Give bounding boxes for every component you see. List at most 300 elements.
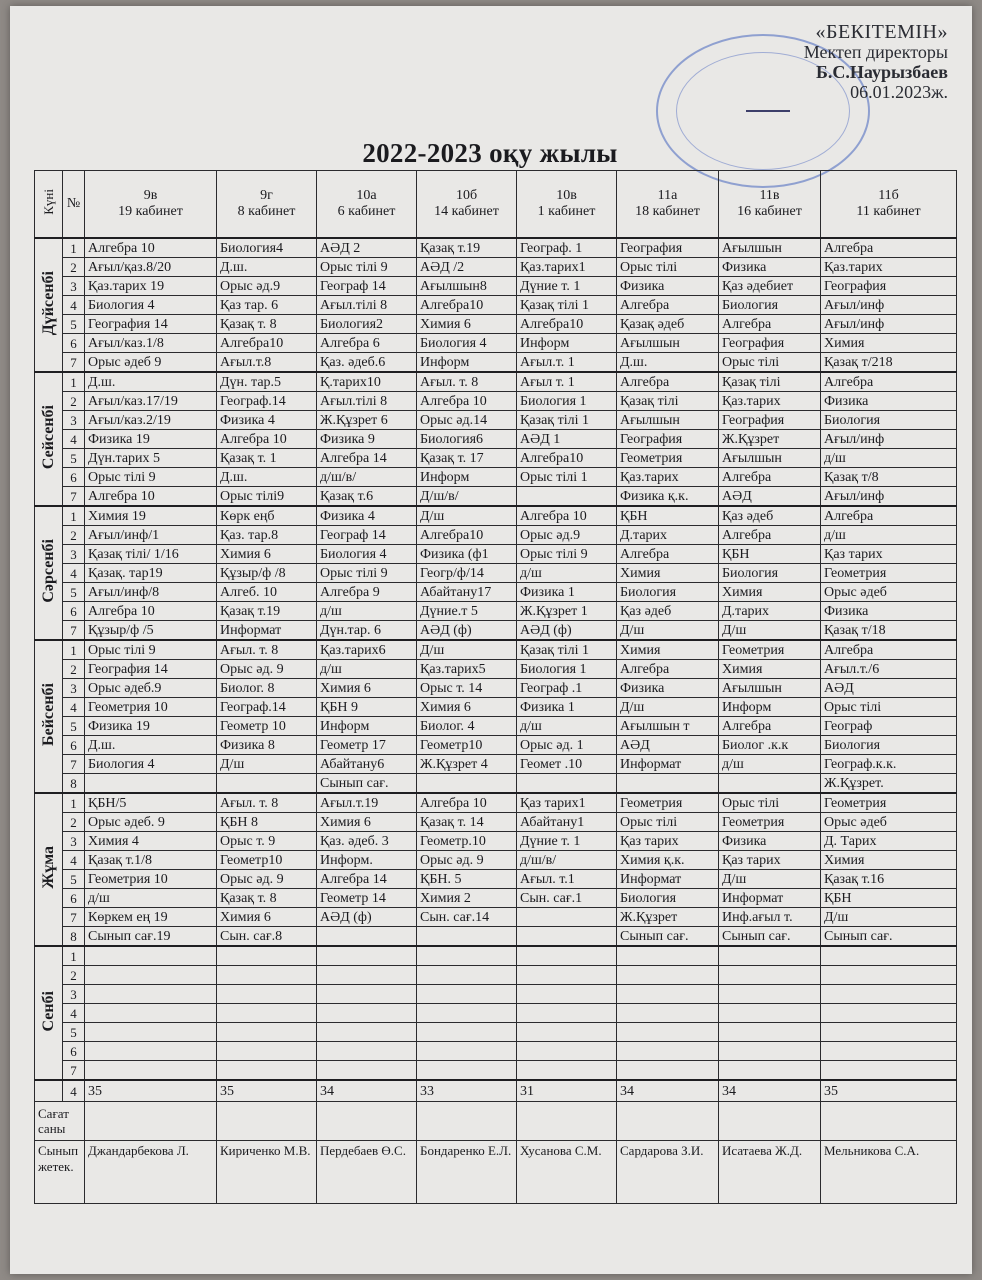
lesson-cell	[617, 985, 719, 1004]
lesson-cell	[85, 1042, 217, 1061]
lesson-cell	[217, 774, 317, 794]
lesson-cell: Алгебра 6	[317, 334, 417, 353]
lesson-cell	[317, 966, 417, 985]
lesson-cell: Биология	[821, 736, 957, 755]
lesson-cell: Биология	[617, 889, 719, 908]
total-hours: 35	[85, 1080, 217, 1102]
lesson-cell: Ағыл/инф	[821, 315, 957, 334]
lesson-cell: Орыс әдеб.9	[85, 679, 217, 698]
lesson-cell: ҚБН/5	[85, 793, 217, 813]
class-room: 6 кабинет	[337, 204, 396, 219]
class-room: 16 кабинет	[737, 204, 802, 219]
lesson-row	[35, 392, 957, 411]
lesson-cell: География 14	[85, 660, 217, 679]
lesson-cell: География	[719, 334, 821, 353]
lesson-cell: Дүние.т 5	[417, 602, 517, 621]
lesson-row	[35, 813, 957, 832]
lesson-cell: Географ. 1	[517, 238, 617, 258]
lesson-number: 4	[63, 698, 85, 717]
lesson-cell	[317, 1061, 417, 1081]
class-teacher-name: Хусанова С.М.	[517, 1141, 617, 1204]
lesson-cell: Химия	[617, 564, 719, 583]
lesson-cell: Қаз тарих	[719, 851, 821, 870]
lesson-cell: Ж.Құзрет 4	[417, 755, 517, 774]
lesson-cell: Алгебра 10	[85, 487, 217, 507]
lesson-number: 8	[63, 927, 85, 947]
lesson-cell: Дүн.тарих 5	[85, 449, 217, 468]
lesson-cell: Геометрия 10	[85, 870, 217, 889]
lesson-cell: Алгебра 14	[317, 449, 417, 468]
hours-count-cell	[517, 1102, 617, 1141]
lesson-cell: Қазақ тілі 1	[517, 640, 617, 660]
lesson-cell: Қазақ тілі 1	[517, 411, 617, 430]
lesson-cell: Ағыл т. 1	[517, 372, 617, 392]
lesson-cell: Геометрия	[719, 813, 821, 832]
lesson-row	[35, 526, 957, 545]
lesson-cell	[517, 985, 617, 1004]
totals-blank	[35, 1080, 63, 1102]
timetable-body	[35, 238, 957, 1204]
hours-count-cell	[217, 1102, 317, 1141]
lesson-cell	[517, 946, 617, 966]
lesson-cell: Геометр 17	[317, 736, 417, 755]
class-teacher-label: Сынып жетек.	[35, 1141, 85, 1204]
lesson-cell	[719, 966, 821, 985]
lesson-cell	[821, 1061, 957, 1081]
lesson-cell: Қазақ т/18	[821, 621, 957, 641]
lesson-cell	[617, 966, 719, 985]
lesson-cell: Сынып сағ.	[821, 927, 957, 947]
lesson-cell: Д/ш	[821, 908, 957, 927]
lesson-cell: Физика	[719, 832, 821, 851]
lesson-row	[35, 889, 957, 908]
lesson-row	[35, 277, 957, 296]
header-class-0	[85, 171, 217, 239]
lesson-cell: Информ	[517, 334, 617, 353]
lesson-cell	[617, 1061, 719, 1081]
lesson-row	[35, 698, 957, 717]
lesson-cell: Орыс тілі	[719, 793, 821, 813]
lesson-cell: Ағыл/инф/1	[85, 526, 217, 545]
lesson-cell: Алгебра	[719, 526, 821, 545]
lesson-cell: Д/ш	[719, 621, 821, 641]
day-label: Сенбі	[35, 946, 63, 1080]
lesson-cell: Қаз әдебиет	[719, 277, 821, 296]
lesson-cell: Орыс тілі 9	[85, 640, 217, 660]
lesson-cell	[417, 774, 517, 794]
lesson-cell: Ағыл/каз.2/19	[85, 411, 217, 430]
lesson-row	[35, 870, 957, 889]
lesson-row	[35, 334, 957, 353]
lesson-cell: Д.тарих	[719, 602, 821, 621]
lesson-cell: Химия 6	[217, 908, 317, 927]
lesson-cell: Геогр/ф/14	[417, 564, 517, 583]
lesson-cell: Қаз әдеб	[719, 506, 821, 526]
lesson-cell	[417, 966, 517, 985]
header-class-2	[317, 171, 417, 239]
lesson-number: 3	[63, 985, 85, 1004]
lesson-row	[35, 258, 957, 277]
lesson-number: 2	[63, 660, 85, 679]
hours-count-cell	[719, 1102, 821, 1141]
lesson-cell	[317, 1042, 417, 1061]
lesson-number: 6	[63, 468, 85, 487]
lesson-cell	[821, 966, 957, 985]
lesson-cell: Алгебра10	[417, 526, 517, 545]
lesson-cell: Информ	[719, 698, 821, 717]
class-teacher-name: Сардарова З.И.	[617, 1141, 719, 1204]
lesson-cell: Географ.к.к.	[821, 755, 957, 774]
lesson-cell	[417, 1042, 517, 1061]
lesson-cell: д/ш	[85, 889, 217, 908]
lesson-number: 4	[63, 430, 85, 449]
lesson-cell	[719, 1023, 821, 1042]
lesson-cell: Орыс әд.9	[517, 526, 617, 545]
lesson-row	[35, 1023, 957, 1042]
lesson-cell: ҚБН	[821, 889, 957, 908]
lesson-cell: д/ш	[517, 717, 617, 736]
lesson-cell: Физика	[617, 277, 719, 296]
lesson-cell: Географ 14	[317, 526, 417, 545]
lesson-cell: Қазақ тілі	[719, 372, 821, 392]
lesson-cell: Қазақ тілі 1	[517, 296, 617, 315]
lesson-number: 6	[63, 736, 85, 755]
day-label: Жұма	[35, 793, 63, 946]
lesson-cell: Физика (ф1	[417, 545, 517, 564]
lesson-cell	[517, 908, 617, 927]
lesson-cell: АӘД	[617, 736, 719, 755]
lesson-cell: Физика қ.к.	[617, 487, 719, 507]
lesson-row	[35, 296, 957, 315]
lesson-number: 2	[63, 526, 85, 545]
lesson-cell: Физика 8	[217, 736, 317, 755]
lesson-cell: Орыс тілі	[617, 813, 719, 832]
lesson-cell: АӘД /2	[417, 258, 517, 277]
lesson-cell	[417, 927, 517, 947]
lesson-cell	[417, 946, 517, 966]
lesson-cell: Д/ш	[417, 640, 517, 660]
total-hours: 34	[317, 1080, 417, 1102]
lesson-number: 2	[63, 258, 85, 277]
lesson-row	[35, 755, 957, 774]
lesson-number: 7	[63, 1061, 85, 1081]
lesson-cell: Алгебра 10	[217, 430, 317, 449]
lesson-number: 5	[63, 717, 85, 736]
hours-count-cell	[417, 1102, 517, 1141]
lesson-cell: Геометр10	[417, 736, 517, 755]
timetable	[34, 170, 957, 1204]
lesson-cell: ҚБН 8	[217, 813, 317, 832]
lesson-cell: АӘД (ф)	[417, 621, 517, 641]
lesson-row	[35, 1004, 957, 1023]
lesson-row	[35, 736, 957, 755]
lesson-cell: Биолог. 8	[217, 679, 317, 698]
total-hours: 31	[517, 1080, 617, 1102]
hours-count-cell	[617, 1102, 719, 1141]
lesson-cell: Алгебра 10	[85, 602, 217, 621]
hours-count-cell	[821, 1102, 957, 1141]
lesson-cell: География	[617, 430, 719, 449]
class-teacher-name: Пердебаев Ө.С.	[317, 1141, 417, 1204]
lesson-cell	[217, 1042, 317, 1061]
lesson-cell: Физика 19	[85, 717, 217, 736]
lesson-cell: Информ.	[317, 851, 417, 870]
total-hours: 33	[417, 1080, 517, 1102]
total-hours: 34	[719, 1080, 821, 1102]
lesson-cell: Ағылшын т	[617, 717, 719, 736]
lesson-row	[35, 353, 957, 373]
lesson-cell	[517, 774, 617, 794]
lesson-cell: Биология 1	[517, 660, 617, 679]
lesson-cell: Құзыр/ф /5	[85, 621, 217, 641]
lesson-cell: Алгебра10	[217, 334, 317, 353]
lesson-cell: Д/ш	[719, 870, 821, 889]
lesson-cell: Д/ш	[617, 698, 719, 717]
day-label: Дүйсенбі	[35, 238, 63, 372]
lesson-cell	[719, 1061, 821, 1081]
lesson-cell: Ж.Құзрет 6	[317, 411, 417, 430]
lesson-cell: Орыс тілі 9	[317, 564, 417, 583]
day-label: Сәрсенбі	[35, 506, 63, 640]
lesson-cell: Қаз тар. 6	[217, 296, 317, 315]
lesson-number: 2	[63, 966, 85, 985]
lesson-cell: Орыс әдеб	[821, 813, 957, 832]
lesson-cell	[417, 1004, 517, 1023]
lesson-cell: Геометрия	[821, 564, 957, 583]
lesson-row	[35, 411, 957, 430]
lesson-cell	[85, 774, 217, 794]
lesson-cell: Химия 6	[317, 679, 417, 698]
lesson-cell: Ж.Құзрет 1	[517, 602, 617, 621]
lesson-cell	[617, 774, 719, 794]
lesson-number: 8	[63, 774, 85, 794]
lesson-cell	[85, 1004, 217, 1023]
lesson-cell: Қазақ т. 17	[417, 449, 517, 468]
lesson-cell: География	[617, 238, 719, 258]
lesson-cell	[617, 1023, 719, 1042]
lesson-cell	[821, 1004, 957, 1023]
lesson-cell: Химия 6	[317, 813, 417, 832]
lesson-cell: Химия	[821, 851, 957, 870]
lesson-cell	[317, 985, 417, 1004]
page-title: 2022-2023 оқу жылы	[362, 138, 618, 168]
lesson-row	[35, 640, 957, 660]
class-name: 9г	[260, 188, 273, 203]
lesson-cell	[317, 1023, 417, 1042]
lesson-cell: Қаз.тарих1	[517, 258, 617, 277]
lesson-cell	[317, 927, 417, 947]
lesson-row	[35, 793, 957, 813]
class-name: 10в	[556, 188, 577, 203]
lesson-cell: Геометрия 10	[85, 698, 217, 717]
header-class-4	[517, 171, 617, 239]
lesson-cell: Қаз. әдеб. 3	[317, 832, 417, 851]
lesson-cell	[317, 946, 417, 966]
class-teacher-name: Мельникова С.А.	[821, 1141, 957, 1204]
lesson-number: 3	[63, 679, 85, 698]
lesson-cell: Биология	[617, 583, 719, 602]
lesson-row	[35, 449, 957, 468]
lesson-cell: Қазақ т. 8	[217, 315, 317, 334]
lesson-cell: Алгебра	[617, 660, 719, 679]
lesson-cell: Ағыл/инф	[821, 296, 957, 315]
lesson-row	[35, 985, 957, 1004]
lesson-number: 4	[63, 296, 85, 315]
lesson-cell: Д/ш	[417, 506, 517, 526]
lesson-row	[35, 430, 957, 449]
lesson-cell: Ағыл.т.19	[317, 793, 417, 813]
lesson-cell: Ағыл/инф	[821, 430, 957, 449]
lesson-cell	[85, 1023, 217, 1042]
class-teachers-row	[35, 1141, 957, 1204]
lesson-cell: Информат	[617, 755, 719, 774]
lesson-cell: Д. Тарих	[821, 832, 957, 851]
header-day: Күні	[35, 171, 63, 239]
lesson-number: 3	[63, 545, 85, 564]
lesson-cell: д/ш/в/	[517, 851, 617, 870]
lesson-cell: Қазақ т.16	[821, 870, 957, 889]
header-class-6	[719, 171, 821, 239]
lesson-cell: д/ш	[719, 755, 821, 774]
lesson-row	[35, 506, 957, 526]
lesson-cell: Орыс тілі	[617, 258, 719, 277]
lesson-number: 5	[63, 870, 85, 889]
lesson-number: 7	[63, 353, 85, 373]
lesson-cell: Орыс тілі 9	[85, 468, 217, 487]
lesson-cell: Орыс әдеб 9	[85, 353, 217, 373]
lesson-cell: Қаз тарих1	[517, 793, 617, 813]
lesson-row	[35, 468, 957, 487]
lesson-cell: Дүние т. 1	[517, 277, 617, 296]
lesson-row	[35, 602, 957, 621]
lesson-cell: ҚБН	[719, 545, 821, 564]
lesson-row	[35, 660, 957, 679]
lesson-cell: Қазақ т. 1	[217, 449, 317, 468]
lesson-cell: Ағылшын	[617, 411, 719, 430]
lesson-cell: Алгебра10	[517, 449, 617, 468]
lesson-cell: Физика 4	[317, 506, 417, 526]
header-class-5	[617, 171, 719, 239]
lesson-cell: Биология6	[417, 430, 517, 449]
lesson-number: 2	[63, 392, 85, 411]
lesson-cell: Физика 9	[317, 430, 417, 449]
lesson-number: 4	[63, 1004, 85, 1023]
lesson-cell: Химия 6	[417, 315, 517, 334]
lesson-number: 5	[63, 583, 85, 602]
lesson-cell: Ағыл/каз.1/8	[85, 334, 217, 353]
lesson-cell: Геометр.10	[417, 832, 517, 851]
lesson-row	[35, 832, 957, 851]
lesson-cell: Географ .1	[517, 679, 617, 698]
lesson-cell	[821, 1042, 957, 1061]
lesson-number: 1	[63, 372, 85, 392]
header-class-1	[217, 171, 317, 239]
lesson-cell	[719, 1004, 821, 1023]
lesson-cell: Орыс тілі9	[217, 487, 317, 507]
lesson-number: 4	[63, 564, 85, 583]
lesson-cell: АӘД 2	[317, 238, 417, 258]
lesson-cell	[719, 985, 821, 1004]
day-label: Бейсенбі	[35, 640, 63, 793]
lesson-cell: Д.ш.	[85, 736, 217, 755]
lesson-cell: д/ш	[821, 449, 957, 468]
lesson-cell: Алгебра 14	[317, 870, 417, 889]
lesson-cell: Ағыл/инф	[821, 487, 957, 507]
lesson-cell: Биолог .к.к	[719, 736, 821, 755]
total-hours: 4	[63, 1080, 85, 1102]
class-name: 10б	[455, 188, 478, 203]
lesson-cell: Физика 19	[85, 430, 217, 449]
lesson-cell: Химия 6	[217, 545, 317, 564]
total-hours: 34	[617, 1080, 719, 1102]
lesson-cell: Қаз.тарих	[719, 392, 821, 411]
header-num: №	[63, 171, 85, 239]
lesson-cell: Химия 4	[85, 832, 217, 851]
lesson-cell: Алгебра 10	[85, 238, 217, 258]
lesson-cell: Қаз тарих	[821, 545, 957, 564]
lesson-cell: Алгебра	[821, 640, 957, 660]
lesson-cell: География	[719, 411, 821, 430]
lesson-cell: Орыс т. 9	[217, 832, 317, 851]
lesson-cell: Орыс әдеб	[821, 583, 957, 602]
lesson-cell: Д.ш.	[85, 372, 217, 392]
class-room: 8 кабинет	[237, 204, 296, 219]
lesson-cell: Информ	[417, 353, 517, 373]
lesson-cell: Ағыл.тілі 8	[317, 392, 417, 411]
approval-head: «БЕКІТЕМІН»	[815, 21, 948, 43]
lesson-row	[35, 564, 957, 583]
lesson-cell: Ж.Құзрет.	[821, 774, 957, 794]
lesson-number: 1	[63, 238, 85, 258]
lesson-number: 3	[63, 411, 85, 430]
lesson-cell: Алгебра	[821, 238, 957, 258]
lesson-cell: АӘД (ф)	[317, 908, 417, 927]
lesson-number: 5	[63, 315, 85, 334]
lesson-cell: Қазақ тілі/ 1/16	[85, 545, 217, 564]
lesson-number: 1	[63, 946, 85, 966]
lesson-cell: Биология2	[317, 315, 417, 334]
lesson-cell: Алгебра10	[517, 315, 617, 334]
lesson-cell: ҚБН	[617, 506, 719, 526]
lesson-cell: География	[821, 277, 957, 296]
lesson-number: 7	[63, 908, 85, 927]
lesson-cell: Биология 4	[85, 296, 217, 315]
lesson-cell: Орыс әд. 1	[517, 736, 617, 755]
lesson-cell	[417, 1023, 517, 1042]
lesson-row	[35, 487, 957, 507]
class-teacher-name: Джандарбекова Л.	[85, 1141, 217, 1204]
lesson-cell: Алгебра	[617, 372, 719, 392]
lesson-row	[35, 545, 957, 564]
lesson-number: 5	[63, 1023, 85, 1042]
lesson-cell: Физика	[821, 602, 957, 621]
lesson-cell: д/ш	[517, 564, 617, 583]
class-room: 1 кабинет	[537, 204, 596, 219]
lesson-cell: Құзыр/ф /8	[217, 564, 317, 583]
lesson-cell: Д/ш	[217, 755, 317, 774]
lesson-cell: Қаз.тарих	[821, 258, 957, 277]
lesson-cell: Ағыл/қаз.8/20	[85, 258, 217, 277]
lesson-cell: Қазақ т. 8	[217, 889, 317, 908]
lesson-cell	[85, 966, 217, 985]
lesson-cell: Инф.ағыл т.	[719, 908, 821, 927]
lesson-cell	[85, 985, 217, 1004]
lesson-cell: Дүн.тар. 6	[317, 621, 417, 641]
approval-block	[804, 22, 948, 102]
lesson-cell: Алгебра10	[417, 296, 517, 315]
lesson-cell: Абайтану17	[417, 583, 517, 602]
lesson-number: 3	[63, 832, 85, 851]
